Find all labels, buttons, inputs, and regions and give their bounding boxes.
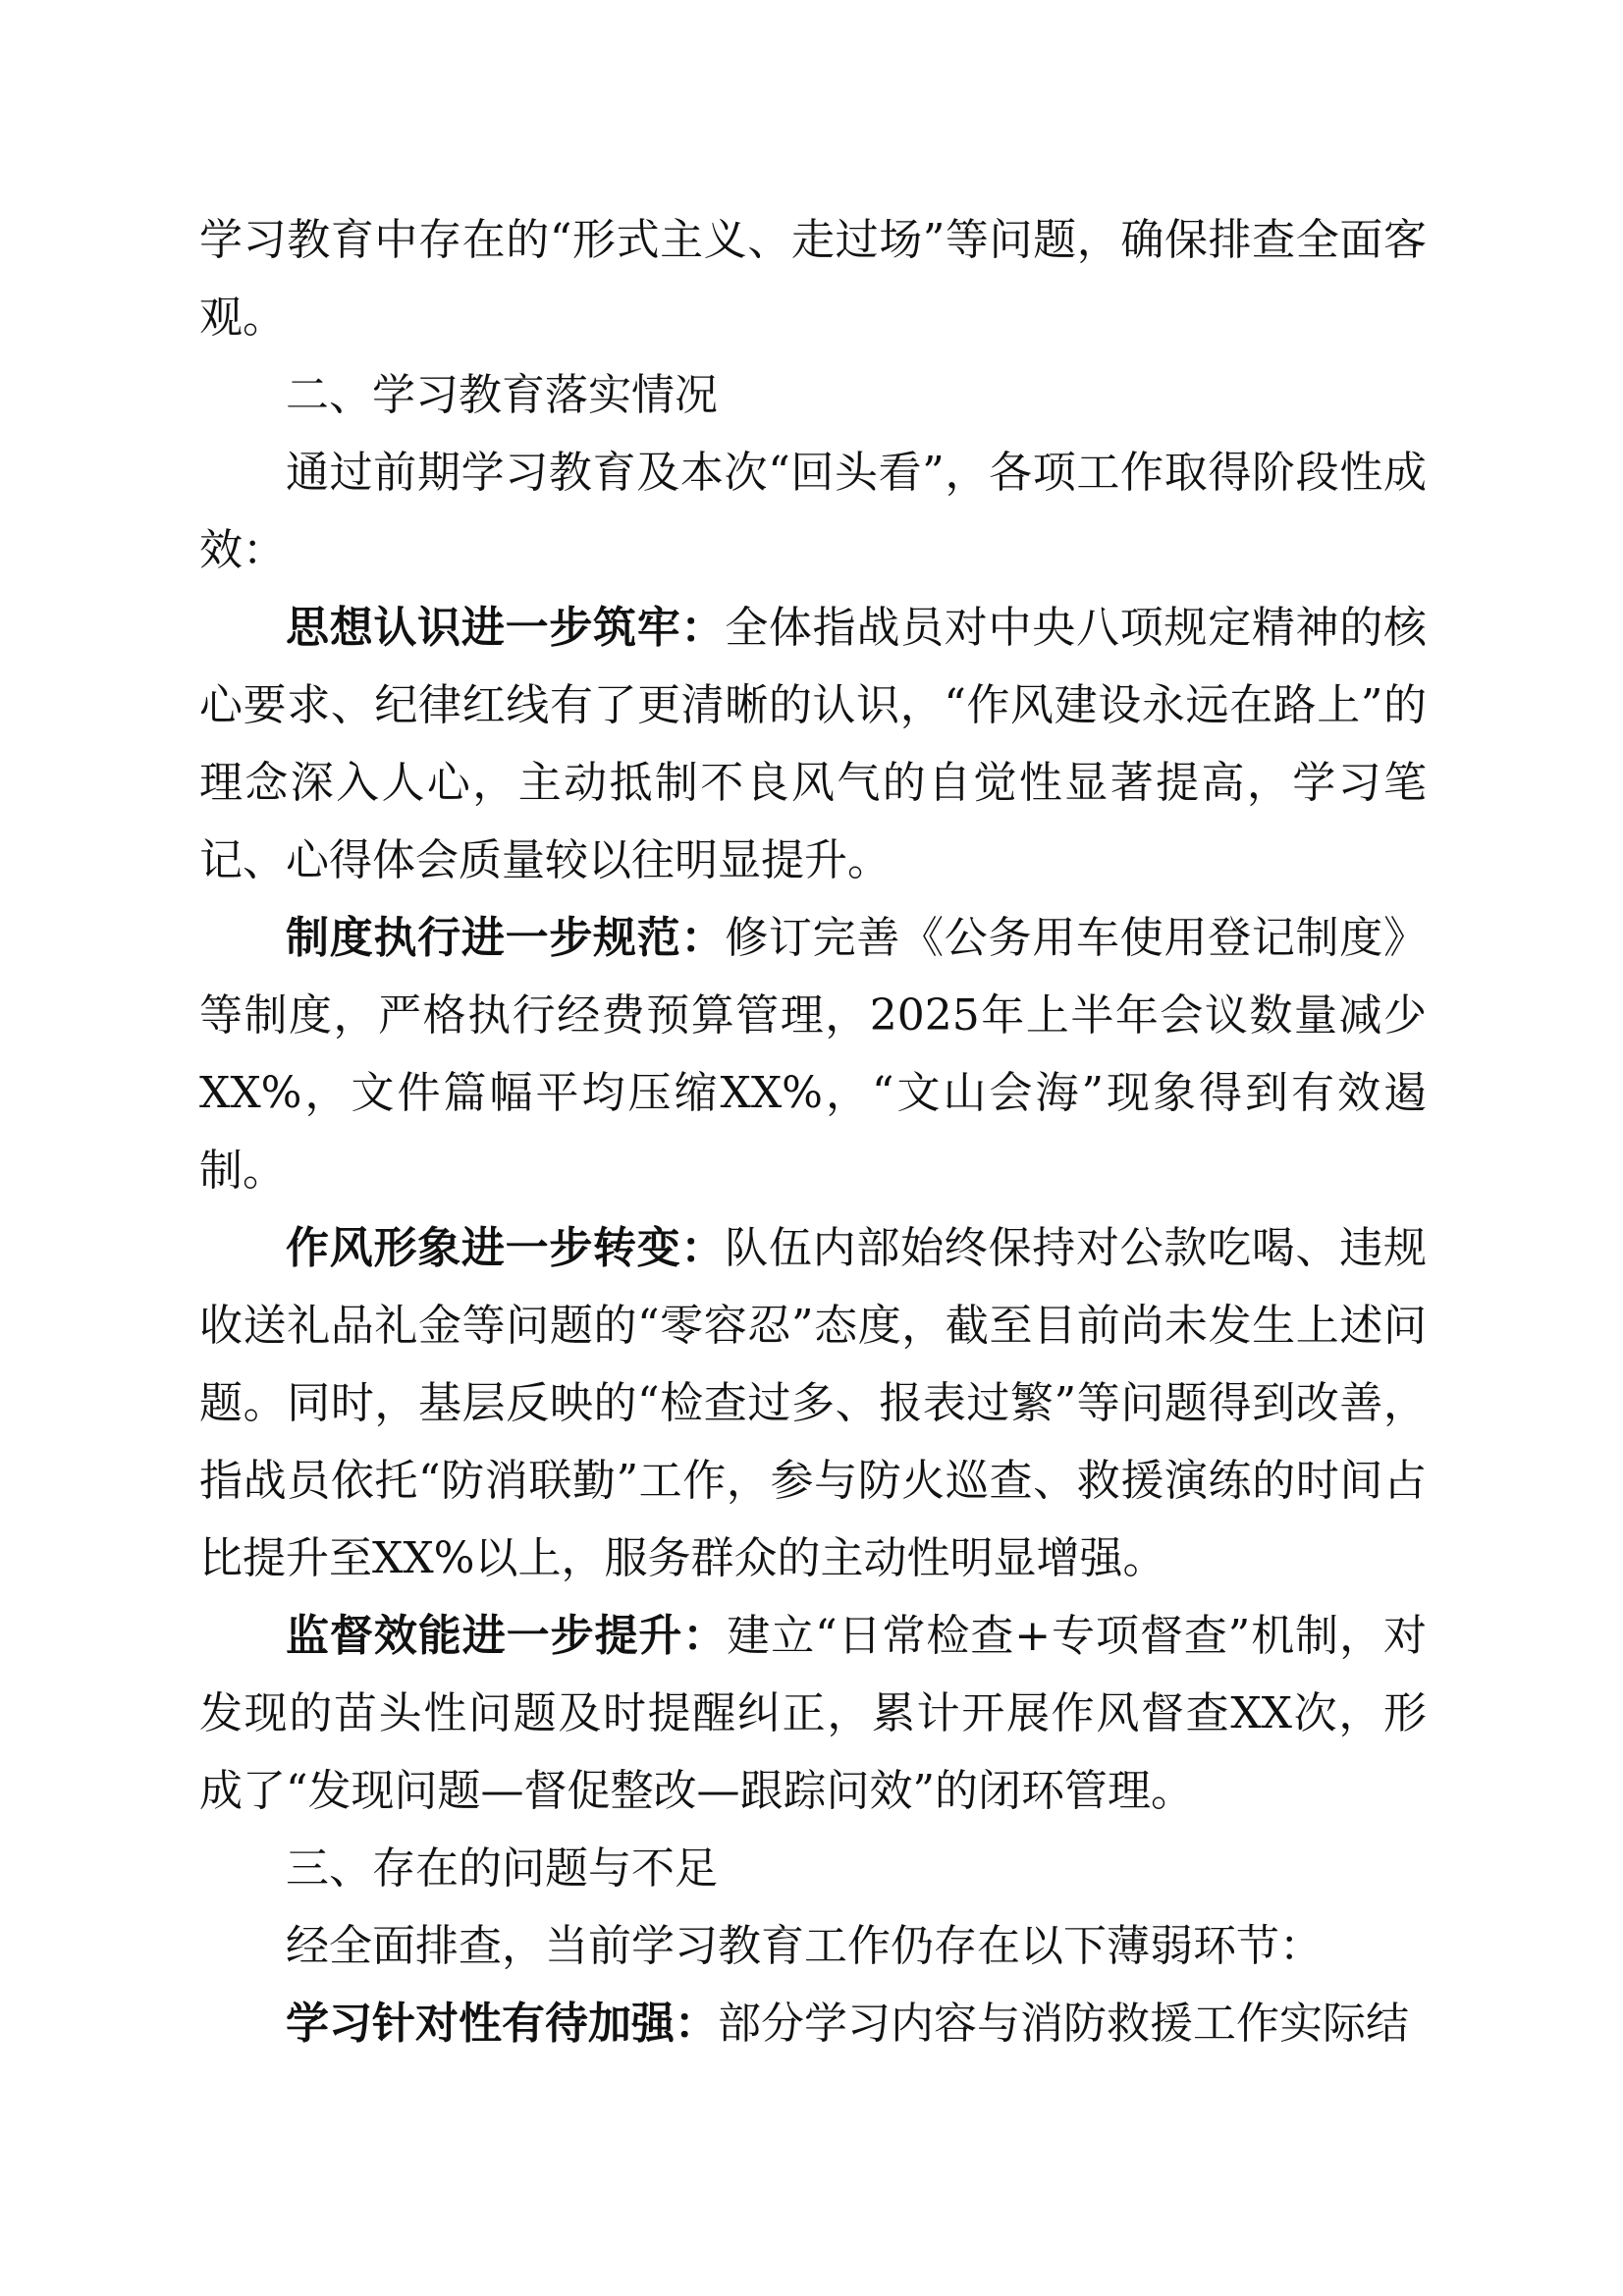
heading-text: 三、存在的问题与不足	[286, 1843, 718, 1894]
paragraph-lead-title: 制度执行进一步规范：	[286, 913, 726, 963]
paragraph-text: 经全面排查，当前学习教育工作仍存在以下薄弱环节：	[286, 1921, 1323, 1971]
paragraph-system	[199, 899, 1427, 1209]
paragraph-text: 通过前期学习教育及本次“回头看”，各项工作取得阶段性成效：	[199, 448, 1427, 575]
heading-text: 二、学习教育落实情况	[286, 370, 718, 420]
paragraph-lead-title: 学习针对性有待加强：	[286, 1999, 718, 2049]
paragraph-intro-achievements	[199, 434, 1427, 589]
paragraph-supervision	[199, 1597, 1427, 1830]
section-heading-2	[199, 356, 1427, 434]
paragraph-text: 学习教育中存在的“形式主义、走过场”等问题，确保排查全面客观。	[199, 215, 1427, 343]
paragraph-targeting	[199, 1985, 1427, 2062]
paragraph-text: 队伍内部始终保持对公款吃喝、违规收送礼品礼金等问题的“零容忍”态度，截至目前尚未发生上述问题。同时，基层反映的“检查过多、报表过繁”等问题得到改善，指战员依托“防消联勤”工作，参与防火巡查、救援演练的时间占比提升至XX%以上，服务群众的主动性明显增强。	[199, 1223, 1428, 1583]
paragraph-text: 建立“日常检查+专项督查”机制，对发现的苗头性问题及时提醒纠正，累计开展作风督查XX次，形成了“发现问题—督促整改—跟踪问效”的闭环管理。	[199, 1611, 1428, 1816]
paragraph-lead-title: 作风形象进一步转变：	[286, 1223, 726, 1273]
section-heading-3	[199, 1830, 1427, 1907]
paragraph-thinking	[199, 589, 1427, 899]
paragraph-continuation	[199, 201, 1427, 356]
paragraph-text: 修订完善《公务用车使用登记制度》等制度，严格执行经费预算管理，2025年上半年会议数量减少XX%，文件篇幅平均压缩XX%，“文山会海”现象得到有效遏制。	[199, 913, 1428, 1196]
paragraph-lead-title: 思想认识进一步筑牢：	[286, 603, 726, 653]
paragraph-lead-title: 监督效能进一步提升：	[286, 1611, 728, 1661]
document-body	[199, 201, 1427, 2062]
paragraph-style	[199, 1209, 1427, 1597]
paragraph-text: 部分学习内容与消防救援工作实际结	[718, 1999, 1409, 2049]
paragraph-intro-problems	[199, 1907, 1427, 1985]
paragraph-text: 全体指战员对中央八项规定精神的核心要求、纪律红线有了更清晰的认识，“作风建设永远在路上”的理念深入人心，主动抵制不良风气的自觉性显著提高，学习笔记、心得体会质量较以往明显提升。	[199, 603, 1428, 885]
